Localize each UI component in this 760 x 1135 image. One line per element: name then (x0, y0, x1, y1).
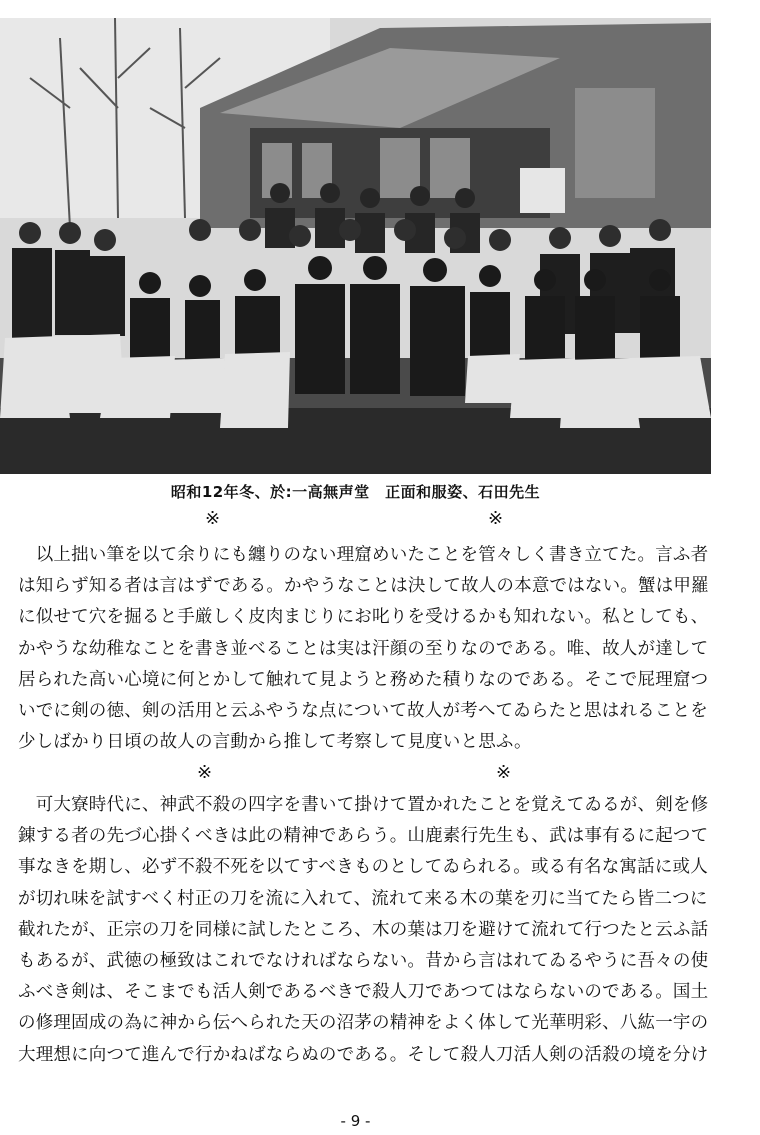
text-line: が切れ味を試すべく村正の刀を流に入れて、流れて来る木の葉を刃に当てたら皆二つに (18, 888, 708, 909)
group-photograph (0, 18, 711, 474)
text-line: いでに剣の徳、剣の活用と云ふやうな点について故人が考へてゐらたと思はれることを (18, 701, 708, 722)
text-line: は知らず知る者は言はずである。かやうなことは決して故人の本意ではない。蟹は甲羅 (18, 576, 709, 597)
photograph-image (0, 18, 711, 474)
text-line: ふべき剣は、そこまでも活人剣であるべきで殺人刀であつてはならないのである。国土 (18, 982, 709, 1003)
page-number: - 9 - (340, 1112, 371, 1130)
paragraph-1 (18, 540, 708, 758)
text-line: 可大寮時代に、神武不殺の四字を書いて掛けて置かれたことを覚えてゐるが、剣を修 (18, 795, 709, 815)
text-line: 居られた高い心境に何とかして触れて見ようと務めた積りなのである。そこで屁理窟つ (18, 669, 709, 690)
text-line: もあるが、武徳の極致はこれでなければならない。昔から言はれてゐるやうに吾々の使 (18, 951, 709, 972)
separator-mark: ※ (496, 762, 512, 783)
paragraph-2 (18, 790, 708, 1071)
separator-mark: ※ (205, 508, 221, 529)
separator-mark: ※ (488, 508, 504, 529)
text-line: に似せて穴を掘ると手厳しく皮肉まじりにお叱りを受けるかも知れない。私としても、 (18, 607, 709, 628)
text-line: かやうな幼稚なことを書き並べることは実は汗顔の至りなのである。唯、故人が達して (18, 638, 709, 659)
separator-mark: ※ (197, 762, 213, 783)
text-line: 錬する者の先づ心掛くべきは此の精神であらう。山鹿素行先生も、武は事有るに起つて (18, 826, 709, 847)
text-line: の修理固成の為に神から伝へられた天の沼茅の精神をよく体して光華明彩、八紘一宇の (18, 1013, 709, 1034)
text-line: 少しばかり日頃の故人の言動から推して考察して見度いと思ふ。 (18, 732, 532, 753)
photo-caption: 昭和12年冬、於:一高無声堂 正面和服姿、石田先生 (170, 483, 541, 501)
text-line: 以上拙い筆を以て余りにも纏りのない理窟めいたことを管々しく書き立てた。言ふ者 (18, 545, 709, 565)
text-line: 截れたが、正宗の刀を同様に試したところ、木の葉は刀を避けて流れて行つたと云ふ話 (18, 919, 709, 940)
text-line: 大理想に向つて進んで行かねばならぬのである。そして殺人刀活人剣の活殺の境を分け (18, 1044, 709, 1065)
text-line: 事なきを期し、必ず不殺不死を以てすべきものとしてゐられる。或る有名な寓話に或人 (18, 857, 708, 878)
